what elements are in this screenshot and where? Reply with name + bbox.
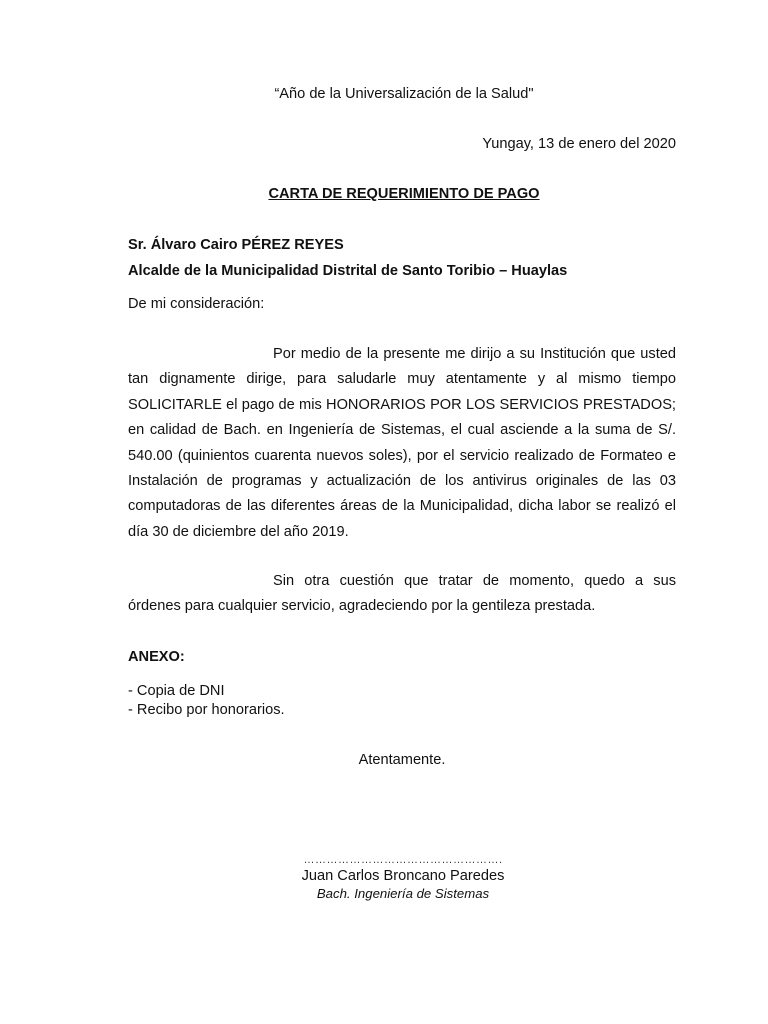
recipient-role: Alcalde de la Municipalidad Distrital de Santo Toribio – Huaylas — [128, 263, 568, 279]
annex-item: - Copia de DNI — [128, 683, 225, 699]
letter-title: CARTA DE REQUERIMIENTO DE PAGO — [268, 186, 540, 202]
place-date: Yungay, 13 de enero del 2020 — [482, 136, 676, 152]
annex-item: - Recibo por honorarios. — [128, 702, 285, 718]
greeting: De mi consideración: — [128, 296, 265, 312]
signature-line: ……………………………………………. — [303, 854, 503, 866]
recipient-name: Sr. Álvaro Cairo PÉREZ REYES — [128, 237, 344, 253]
body-paragraph-closing: Sin otra cuestión que tratar de momento, quedo a sus órdenes para cualquier servicio, agradeciendo por la gentileza prestada. — [128, 573, 676, 615]
year-motto: “Año de la Universalización de la Salud" — [274, 86, 534, 102]
body-paragraph-request: Por medio de la presente me dirijo a su Institución que usted tan dignamente dirige, para saludarle muy atentamente y al mismo tiempo SOLICITARLE el pago de mis HONORARIOS POR LOS SERVICIOS PRESTADOS; en calidad de Bach. en Ingeniería de Sistemas, el cual asciende a la suma de S/. 540.00 (quinientos cuarenta nuevos soles), por el servicio realizado de Formateo e Instalación de programas y actualización de los antivirus originales de las 03 computadoras de las diferentes áreas de la Municipalidad, dicha labor se realizó el día 30 de diciembre del año 2019. — [128, 346, 676, 540]
annex-title: ANEXO: — [128, 649, 185, 665]
closing-salutation: Atentamente. — [358, 752, 446, 768]
signer-title: Bach. Ingeniería de Sistemas — [316, 886, 490, 901]
annex-list — [128, 682, 285, 720]
signer-name: Juan Carlos Broncano Paredes — [301, 868, 505, 884]
signature-block — [0, 852, 768, 902]
